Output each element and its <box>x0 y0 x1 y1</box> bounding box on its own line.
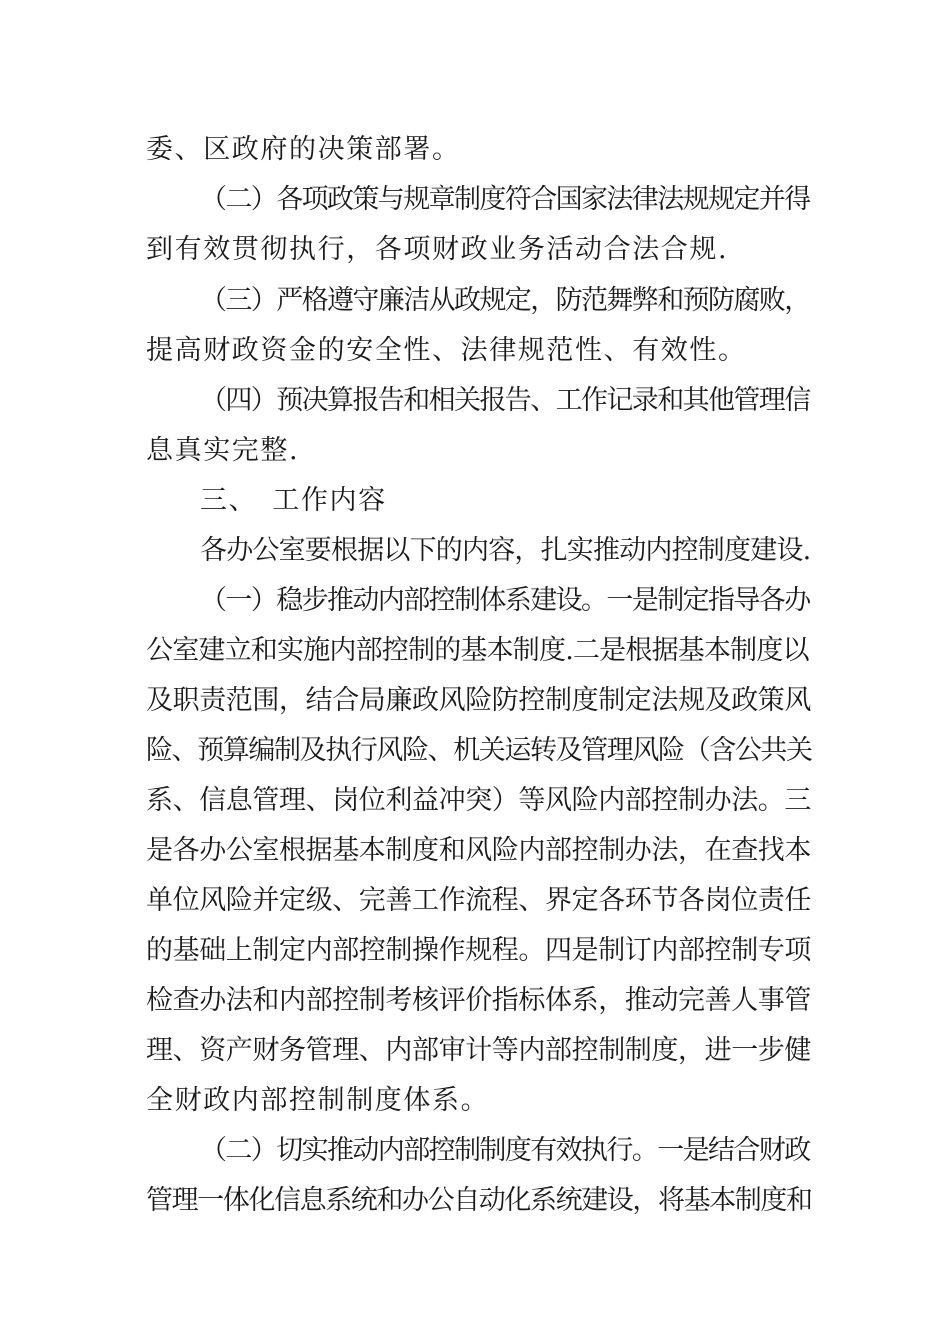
text-line: 系、信息管理、岗位利益冲突）等风险内部控制办法。三 <box>146 785 811 816</box>
text-line: （二）切实推动内部控制制度有效执行。一是结合财政 <box>200 1135 810 1166</box>
text-line: 提高财政资金的安全性、法律规范性、有效性。 <box>146 335 747 366</box>
text-line: 息真实完整. <box>146 435 300 466</box>
text-line: 管理一体化信息系统和办公自动化系统建设，将基本制度和 <box>146 1185 812 1216</box>
text-line: 险、预算编制及执行风险、机关运转及管理风险（含公共关 <box>146 735 812 766</box>
text-line: 公室建立和实施内部控制的基本制度.二是根据基本制度以 <box>146 635 809 666</box>
text-line: 全财政内部控制制度体系。 <box>146 1085 490 1116</box>
text-line: 是各办公室根据基本制度和风险内部控制办法，在查找本 <box>146 835 811 866</box>
text-line: 到有效贯彻执行，各项财政业务活动合法合规. <box>146 234 729 265</box>
text-line: 的基础上制定内部控制操作规程。四是制订内部控制专项 <box>146 935 811 966</box>
text-line: 各办公室要根据以下的内容，扎实推动内控制度建设. <box>200 535 811 566</box>
section-heading: 三、 工作内容 <box>200 485 387 516</box>
text-line: （一）稳步推动内部控制体系建设。一是制定指导各办 <box>200 585 810 616</box>
text-line: 单位风险并定级、完善工作流程、界定各环节各岗位责任 <box>146 885 811 916</box>
text-line: （四）预决算报告和相关报告、工作记录和其他管理信 <box>200 385 810 416</box>
text-line: 理、资产财务管理、内部审计等内部控制制度，进一步健 <box>146 1035 811 1066</box>
text-line: （二）各项政策与规章制度符合国家法律法规规定并得 <box>200 184 810 215</box>
text-line: 及职责范围，结合局廉政风险防控制度制定法规及政策风 <box>146 685 811 716</box>
text-line: 委、区政府的决策部署。 <box>146 134 461 165</box>
text-line: （三）严格遵守廉洁从政规定，防范舞弊和预防腐败， <box>200 285 810 316</box>
text-line: 检查办法和内部控制考核评价指标体系，推动完善人事管 <box>146 985 811 1016</box>
